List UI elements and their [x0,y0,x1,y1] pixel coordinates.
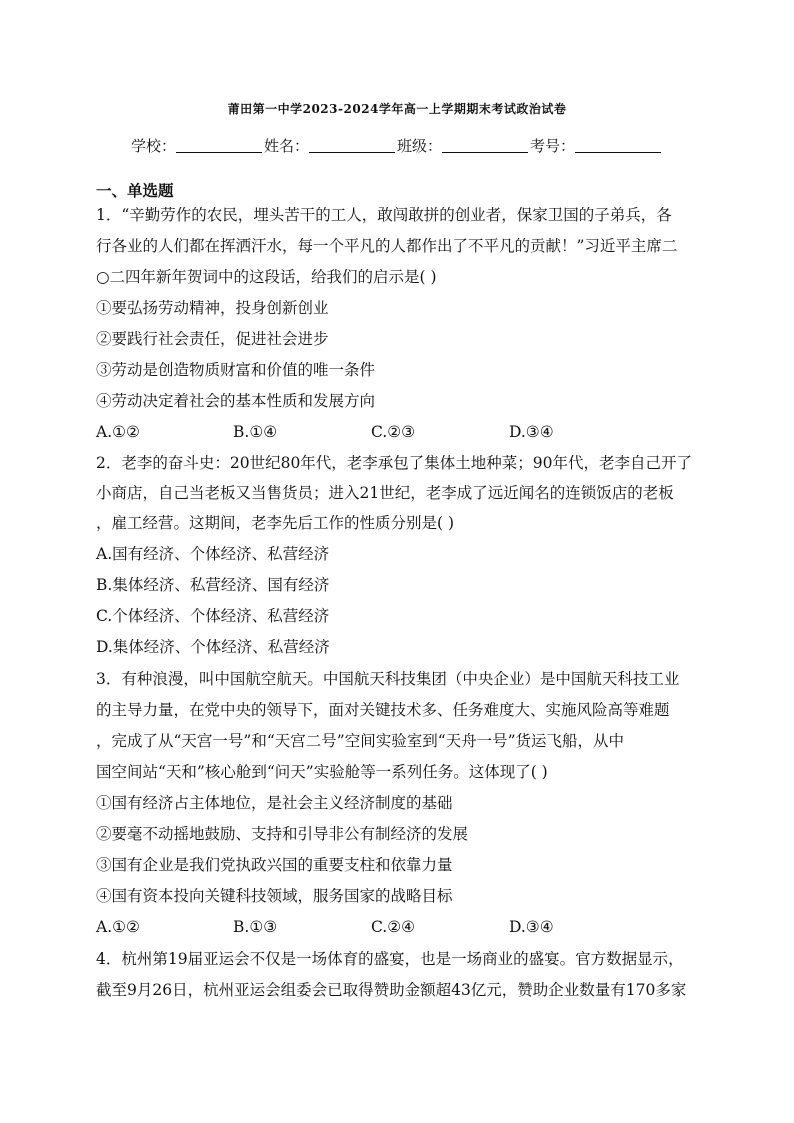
q2-option-c[interactable]: C.个体经济、个体经济、私营经济 [96,607,330,625]
q2-option-d[interactable]: D.集体经济、个体经济、私营经济 [96,638,330,656]
q2-line: 2．老李的奋斗史：20世纪80年代，老李承包了集体土地种菜；90年代，老李自己开了 [96,454,693,472]
q3-line: 国空间站“天和”核心舱到“问天”实验舱等一系列任务。这体现了( ) [96,763,548,781]
q3-statement: ②要毫不动摇地鼓励、支持和引导非公有制经济的发展 [96,825,469,843]
q3-line: 的主导力量，在党中央的领导下，面对关键技术多、任务难度大、实施风险高等难题 [96,701,670,719]
q2-line: 小商店，自己当老板又当售货员；进入21世纪，老李成了远近闻名的连锁饭店的老板 [96,484,674,502]
q1-option-b[interactable]: B.①④ [233,423,278,441]
school-blank[interactable] [176,138,262,153]
q1-line: 行各业的人们都在挥洒汗水，每一个平凡的人都作出了不平凡的贡献！”习近平主席二 [96,237,678,255]
q3-statement: ③国有企业是我们党执政兴国的重要支柱和依靠力量 [96,856,453,874]
q3-option-c[interactable]: C.②④ [371,918,416,936]
section-title: 一、单选题 [96,181,174,200]
number-blank[interactable] [575,138,661,153]
class-blank[interactable] [442,138,528,153]
school-label: 学校： [130,137,176,155]
q3-line: 3．有种浪漫，叫中国航空航天。中国航天科技集团（中央企业）是中国航天科技工业 [96,670,680,688]
q1-statement: ④劳动决定着社会的基本性质和发展方向 [96,392,376,410]
q3-statement: ①国有经济占主体地位，是社会主义经济制度的基础 [96,794,453,812]
q3-option-b[interactable]: B.①③ [233,918,278,936]
student-info-row [0,135,794,156]
q3-line: ，完成了从“天宫一号”和“天宫二号”空间实验室到“天舟一号”货运飞船，从中 [96,732,625,750]
q3-statement: ④国有资本投向关键科技领域，服务国家的战略目标 [96,887,453,905]
q1-line: 1．“辛勤劳作的农民，埋头苦干的工人，敢闯敢拼的创业者，保家卫国的子弟兵，各 [96,206,672,224]
number-label: 考号： [530,137,576,155]
q2-line: ，雇工经营。这期间，老李先后工作的性质分别是( ) [96,514,455,532]
q1-statement: ②要践行社会责任，促进社会进步 [96,330,329,348]
q1-statement: ③劳动是创造物质财富和价值的唯一条件 [96,361,376,379]
q3-option-a[interactable]: A.①② [96,918,140,936]
q2-option-b[interactable]: B.集体经济、私营经济、国有经济 [96,576,330,594]
q4-line: 4．杭州第19届亚运会不仅是一场体育的盛宴，也是一场商业的盛宴。官方数据显示， [96,950,684,968]
q1-option-a[interactable]: A.①② [96,423,140,441]
q3-option-d[interactable]: D.③④ [509,918,554,936]
q1-option-d[interactable]: D.③④ [509,423,554,441]
q1-line: ○二四年新年贺词中的这段话，给我们的启示是( ) [96,268,437,286]
page-title: 莆田第一中学2023-2024学年高一上学期期末考试政治试卷 [227,102,567,116]
q1-statement: ①要弘扬劳动精神，投身创新创业 [96,299,329,317]
q4-line: 截至9月26日，杭州亚运会组委会已取得赞助金额超43亿元，赞助企业数量有170多家 [96,981,687,999]
name-label: 姓名： [263,137,309,155]
q2-option-a[interactable]: A.国有经济、个体经济、私营经济 [96,545,330,563]
class-label: 班级： [397,137,443,155]
name-blank[interactable] [309,138,395,153]
q1-option-c[interactable]: C.②③ [371,423,416,441]
